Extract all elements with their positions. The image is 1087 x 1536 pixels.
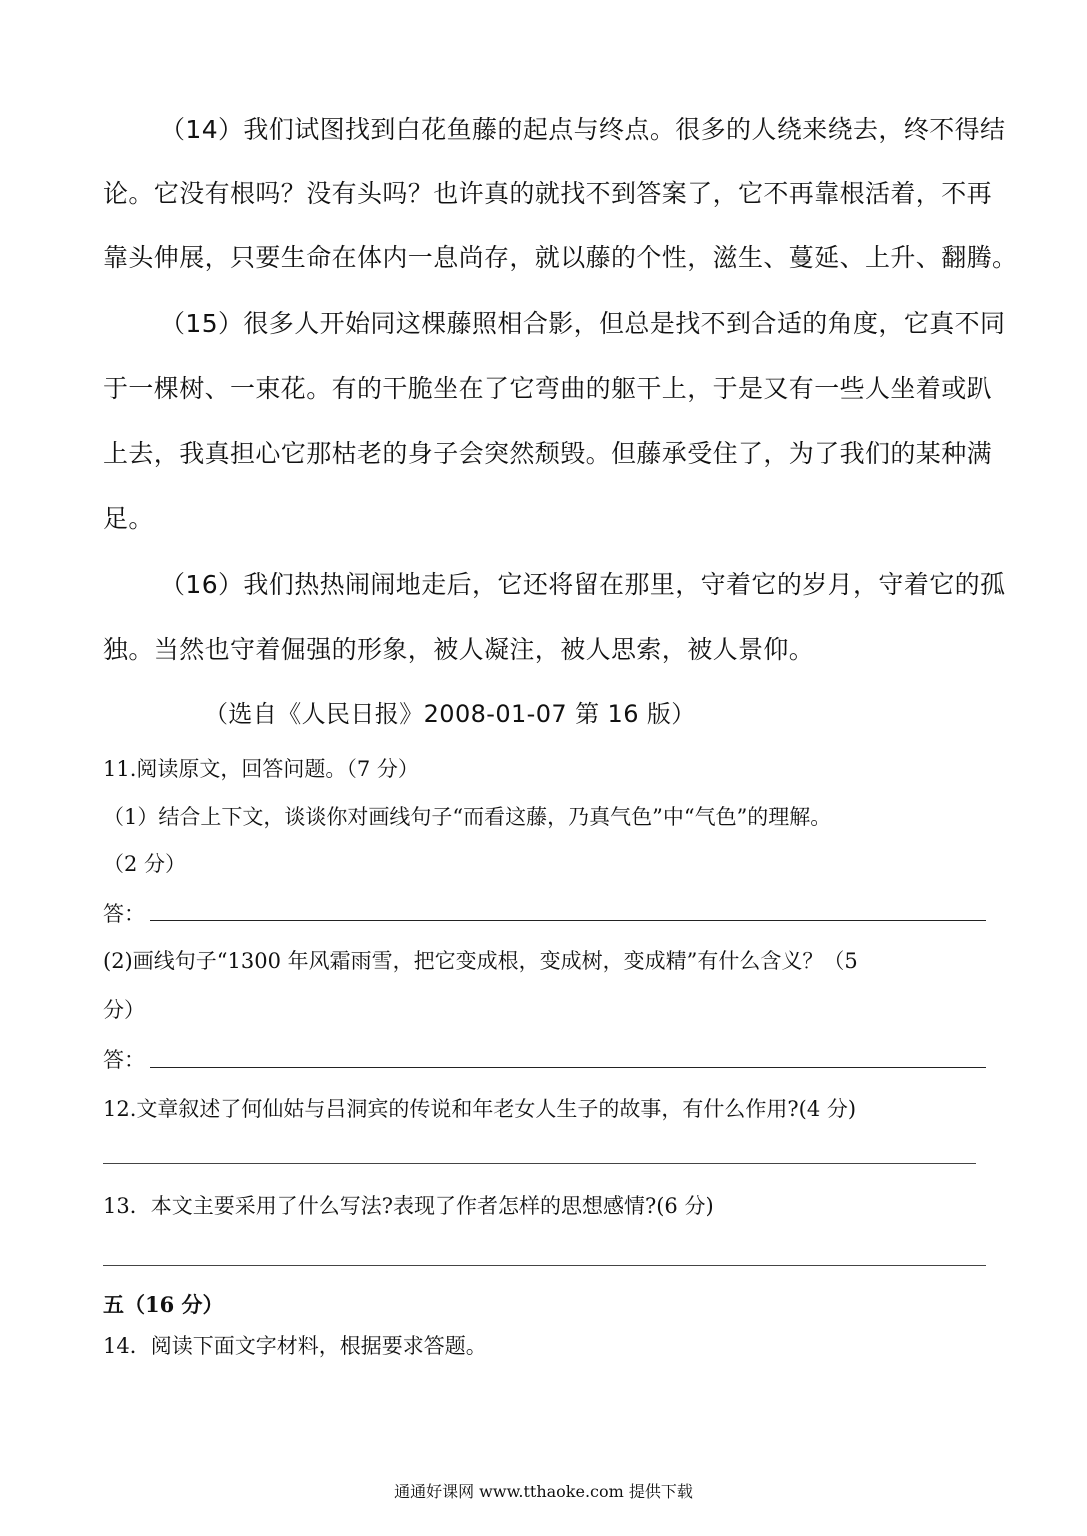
paragraph-16-line-2: 独。当然也守着倔强的形象，被人凝注，被人思索，被人景仰。 xyxy=(103,635,815,664)
answer-line-11-2[interactable] xyxy=(150,1067,986,1068)
question-13: 13．本文主要采用了什么写法?表现了作者怎样的思想感情?(6 分) xyxy=(103,1194,714,1218)
answer-line-11-1[interactable] xyxy=(150,920,986,921)
source-citation: （选自《人民日报》2008-01-07 第 16 版） xyxy=(204,700,696,728)
answer-label-11-2: 答： xyxy=(103,1048,145,1072)
question-14: 14．阅读下面文字材料，根据要求答题。 xyxy=(103,1334,487,1358)
section-5-heading: 五（16 分） xyxy=(103,1292,224,1317)
paragraph-15-line-4: 足。 xyxy=(103,504,154,533)
question-11-title: 11.阅读原文，回答问题。（7 分） xyxy=(103,757,419,781)
paragraph-16-line-1: （16）我们热热闹闹地走后，它还将留在那里，守着它的岁月，守着它的孤 xyxy=(160,570,1006,599)
answer-line-13[interactable] xyxy=(103,1265,986,1266)
question-11-2-line-2: 分） xyxy=(103,998,145,1022)
question-11-1-line-1: （1）结合上下文，谈谈你对画线句子“而看这藤，乃真气色”中“气色”的理解。 xyxy=(103,805,832,829)
question-12: 12.文章叙述了何仙姑与吕洞宾的传说和年老女人生子的故事，有什么作用?(4 分) xyxy=(103,1097,857,1121)
page-footer: 通通好课网 www.tthaoke.com 提供下载 xyxy=(394,1482,693,1501)
paragraph-15-line-3: 上去，我真担心它那枯老的身子会突然颓毁。但藤承受住了，为了我们的某种满 xyxy=(103,439,993,468)
paragraph-14-line-2: 论。它没有根吗？没有头吗？也许真的就找不到答案了，它不再靠根活着，不再 xyxy=(103,179,993,208)
question-11-2-line-1: (2)画线句子“1300 年风霜雨雪，把它变成根，变成树，变成精”有什么含义？（5 xyxy=(103,949,858,973)
answer-line-12[interactable] xyxy=(103,1163,976,1164)
paragraph-15-line-1: （15）很多人开始同这棵藤照相合影，但总是找不到合适的角度，它真不同 xyxy=(160,309,1006,338)
paragraph-15-line-2: 于一棵树、一束花。有的干脆坐在了它弯曲的躯干上，于是又有一些人坐着或趴 xyxy=(103,374,993,403)
question-11-1-line-2: （2 分） xyxy=(103,852,187,876)
paragraph-14-line-1: （14）我们试图找到白花鱼藤的起点与终点。很多的人绕来绕去，终不得结 xyxy=(160,115,1006,144)
paragraph-14-line-3: 靠头伸展，只要生命在体内一息尚存，就以藤的个性，滋生、蔓延、上升、翻腾。 xyxy=(103,243,1018,272)
answer-label-11-1: 答： xyxy=(103,902,145,926)
